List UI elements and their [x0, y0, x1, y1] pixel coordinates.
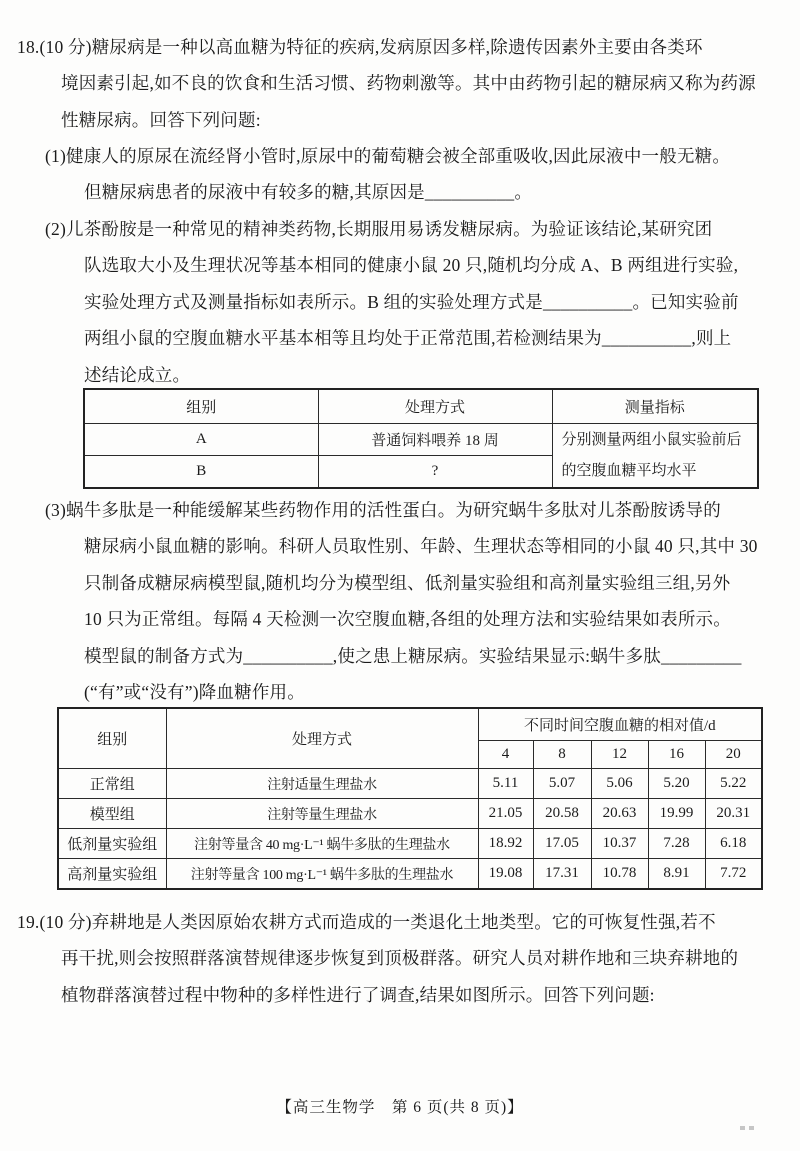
- cell-group: 低剂量实验组: [58, 829, 166, 859]
- col-header-day-16: 16: [648, 741, 705, 769]
- text-line: 队选取大小及生理状况等基本相同的健康小鼠 20 只,随机均分成 A、B 两组进行实验,: [84, 255, 739, 276]
- cell-group: 高剂量实验组: [58, 859, 166, 890]
- text-line: 19.(10 分)弃耕地是人类因原始农耕方式而造成的一类退化土地类型。它的可恢复性强,若不: [17, 912, 716, 932]
- cell-value: 5.20: [648, 769, 705, 799]
- cell-value: 20.58: [533, 799, 591, 829]
- page-footer: 【高三生物学 第 6 页(共 8 页)】: [276, 1099, 524, 1116]
- table-row-high-dose-group: [58, 859, 762, 890]
- text-line: (1)健康人的原尿在流经肾小管时,原尿中的葡萄糖会被全部重吸收,因此尿液中一般无糖。: [45, 146, 731, 166]
- text-line: 境因素引起,如不良的饮食和生活习惯、药物刺激等。其中由药物引起的糖尿病又称为药源: [61, 73, 756, 94]
- cell-value: 20.63: [591, 799, 648, 829]
- cell-group-a: A: [84, 424, 318, 456]
- cell-value: 6.18: [705, 829, 762, 859]
- text-line: (2)儿茶酚胺是一种常见的精神类药物,长期服用易诱发糖尿病。为验证该结论,某研究团: [45, 219, 713, 239]
- col-header-day-4: 4: [478, 741, 533, 769]
- cell-value: 8.91: [648, 859, 705, 890]
- table-row-low-dose-group: [58, 829, 762, 859]
- cell-value: 21.05: [478, 799, 533, 829]
- question-18-stem: [0, 29, 800, 138]
- cell-treatment: 注射等量生理盐水: [166, 799, 478, 829]
- cell-measure-merged: [552, 424, 758, 489]
- cell-value: 17.05: [533, 829, 591, 859]
- cell-treatment-b: ?: [318, 456, 552, 489]
- cell-group: 正常组: [58, 769, 166, 799]
- col-header-glucose-span: 不同时间空腹血糖的相对值/d: [478, 708, 762, 741]
- cell-value: 7.28: [648, 829, 705, 859]
- cell-group: 模型组: [58, 799, 166, 829]
- text-line: 糖尿病小鼠血糖的影响。科研人员取性别、年龄、生理状态等相同的小鼠 40 只,其中 30: [84, 536, 758, 557]
- text-line: 只制备成糖尿病模型鼠,随机均分为模型组、低剂量实验组和高剂量实验组三组,另外: [84, 572, 731, 593]
- cell-treatment: 注射等量含 40 mg·L⁻¹ 蜗牛多肽的生理盐水: [166, 829, 478, 859]
- cell-value: 20.31: [705, 799, 762, 829]
- cell-value: 5.22: [705, 769, 762, 799]
- col-header-day-20: 20: [705, 741, 762, 769]
- text-line: (3)蜗牛多肽是一种能缓解某些药物作用的活性蛋白。为研究蜗牛多肽对儿茶酚胺诱导的: [45, 500, 721, 520]
- question-18-part-1: [0, 138, 800, 211]
- experiment-design-table: [83, 388, 759, 489]
- table-header-row: [84, 389, 758, 424]
- cell-value: 18.92: [478, 829, 533, 859]
- table-row-model-group: [58, 799, 762, 829]
- text-line: (“有”或“没有”)降血糖作用。: [84, 682, 305, 703]
- col-header-day-8: 8: [533, 741, 591, 769]
- cell-value: 19.08: [478, 859, 533, 890]
- table-row-normal-group: [58, 769, 762, 799]
- text-line: 的空腹血糖平均水平: [561, 462, 697, 479]
- text-line: 18.(10 分)糖尿病是一种以高血糖为特征的疾病,发病原因多样,除遗传因素外主要由各类环: [17, 37, 703, 57]
- col-header-group: 组别: [58, 708, 166, 769]
- cell-treatment-a: 普通饲料喂养 18 周: [318, 424, 552, 456]
- text-line: 10 只为正常组。每隔 4 天检测一次空腹血糖,各组的处理方法和实验结果如表所示。: [84, 609, 731, 630]
- cell-treatment: 注射等量含 100 mg·L⁻¹ 蜗牛多肽的生理盐水: [166, 859, 478, 890]
- cell-value: 5.07: [533, 769, 591, 799]
- cell-value: 10.37: [591, 829, 648, 859]
- col-header-measure: 测量指标: [552, 389, 758, 424]
- experiment-results-table: [57, 707, 763, 890]
- cell-group-b: B: [84, 456, 318, 489]
- question-18-part-3: [0, 492, 800, 710]
- cell-value: 10.78: [591, 859, 648, 890]
- text-line: 分别测量两组小鼠实验前后: [561, 431, 742, 448]
- col-header-day-12: 12: [591, 741, 648, 769]
- text-line-with-blank: 但糖尿病患者的尿液中有较多的糖,其原因是__________。: [84, 182, 533, 203]
- question-19-stem: [0, 904, 800, 1013]
- text-line: 性糖尿病。回答下列问题:: [61, 109, 261, 130]
- text-line-with-blank: 两组小鼠的空腹血糖水平基本相等且均处于正常范围,若检测结果为__________,则上: [84, 328, 732, 349]
- col-header-treatment: 处理方式: [318, 389, 552, 424]
- text-line: 植物群落演替过程中物种的多样性进行了调查,结果如图所示。回答下列问题:: [61, 984, 655, 1005]
- cell-treatment: 注射适量生理盐水: [166, 769, 478, 799]
- table-header-row: [58, 708, 762, 741]
- scan-artifact: [740, 1126, 745, 1130]
- cell-value: 5.11: [478, 769, 533, 799]
- text-line-with-blank: 实验处理方式及测量指标如表所示。B 组的实验处理方式是__________。已知实验前: [84, 291, 739, 312]
- cell-value: 19.99: [648, 799, 705, 829]
- col-header-group: 组别: [84, 389, 318, 424]
- cell-value: 5.06: [591, 769, 648, 799]
- question-18-part-2: [0, 211, 800, 393]
- text-line-with-blank: 模型鼠的制备方式为__________,使之患上糖尿病。实验结果显示:蜗牛多肽_________: [84, 645, 742, 666]
- col-header-treatment: 处理方式: [166, 708, 478, 769]
- cell-value: 17.31: [533, 859, 591, 890]
- table-row: [84, 424, 758, 456]
- text-line: 述结论成立。: [84, 364, 191, 385]
- cell-value: 7.72: [705, 859, 762, 890]
- text-line: 再干扰,则会按照群落演替规律逐步恢复到顶极群落。研究人员对耕作地和三块弃耕地的: [61, 948, 739, 969]
